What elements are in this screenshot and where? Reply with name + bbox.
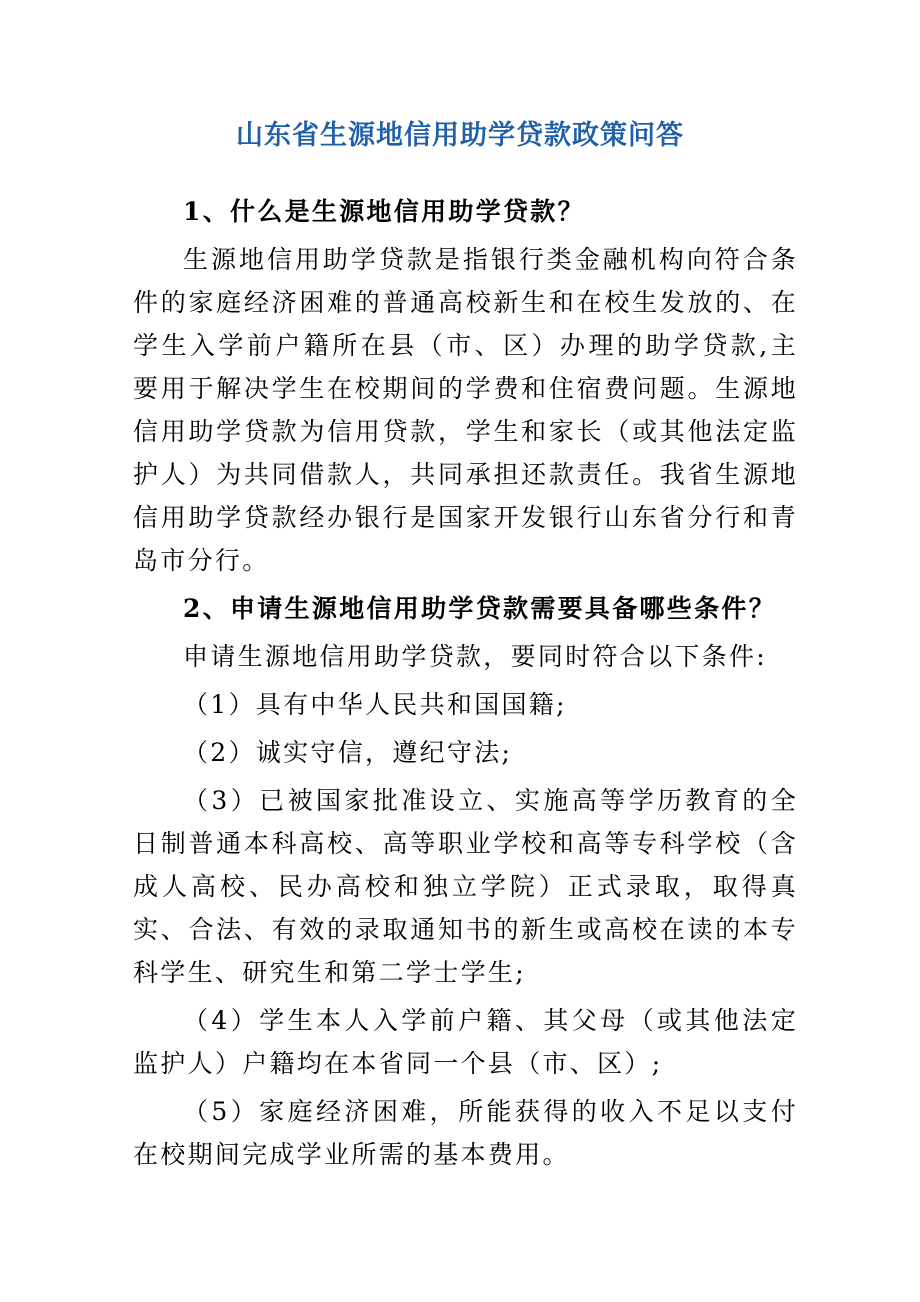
condition-2: （2）诚实守信，遵纪守法; [183,738,513,767]
answer-2-intro: 申请生源地信用助学贷款，要同时符合以下条件: [183,642,768,671]
condition-3: （3）已被国家批准设立、实施高等学历教育的全日制普通本科高校、高等职业学校和高等专科学校（含成人高校、民办高校和独立学院）正式录取，取得真实、合法、有效的录取通知书的新生或高校在读的本专科学生、研究生和第二学士学生; [133,786,798,987]
document-body [133,190,798,1176]
condition-5: （5）家庭经济困难，所能获得的收入不足以支付在校期间完成学业所需的基本费用。 [133,1097,798,1169]
question-2: 2、申请生源地信用助学贷款需要具备哪些条件？ [183,594,776,623]
answer-1-paragraph: 生源地信用助学贷款是指银行类金融机构向符合条件的家庭经济困难的普通高校新生和在校生发放的、在学生入学前户籍所在县（市、区）办理的助学贷款,主要用于解决学生在校期间的学费和住宿费问题。生源地信用助学贷款为信用贷款，学生和家长（或其他法定监护人）为共同借款人，共同承担还款责任。我省生源地信用助学贷款经办银行是国家开发银行山东省分行和青岛市分行。 [133,245,798,575]
document-title: 山东省生源地信用助学贷款政策问答 [236,120,684,151]
condition-4: （4）学生本人入学前户籍、其父母（或其他法定监护人）户籍均在本省同一个县（市、区）; [133,1006,798,1078]
condition-1: （1）具有中华人民共和国国籍; [183,690,567,719]
question-1: 1、什么是生源地信用助学贷款？ [183,197,585,226]
